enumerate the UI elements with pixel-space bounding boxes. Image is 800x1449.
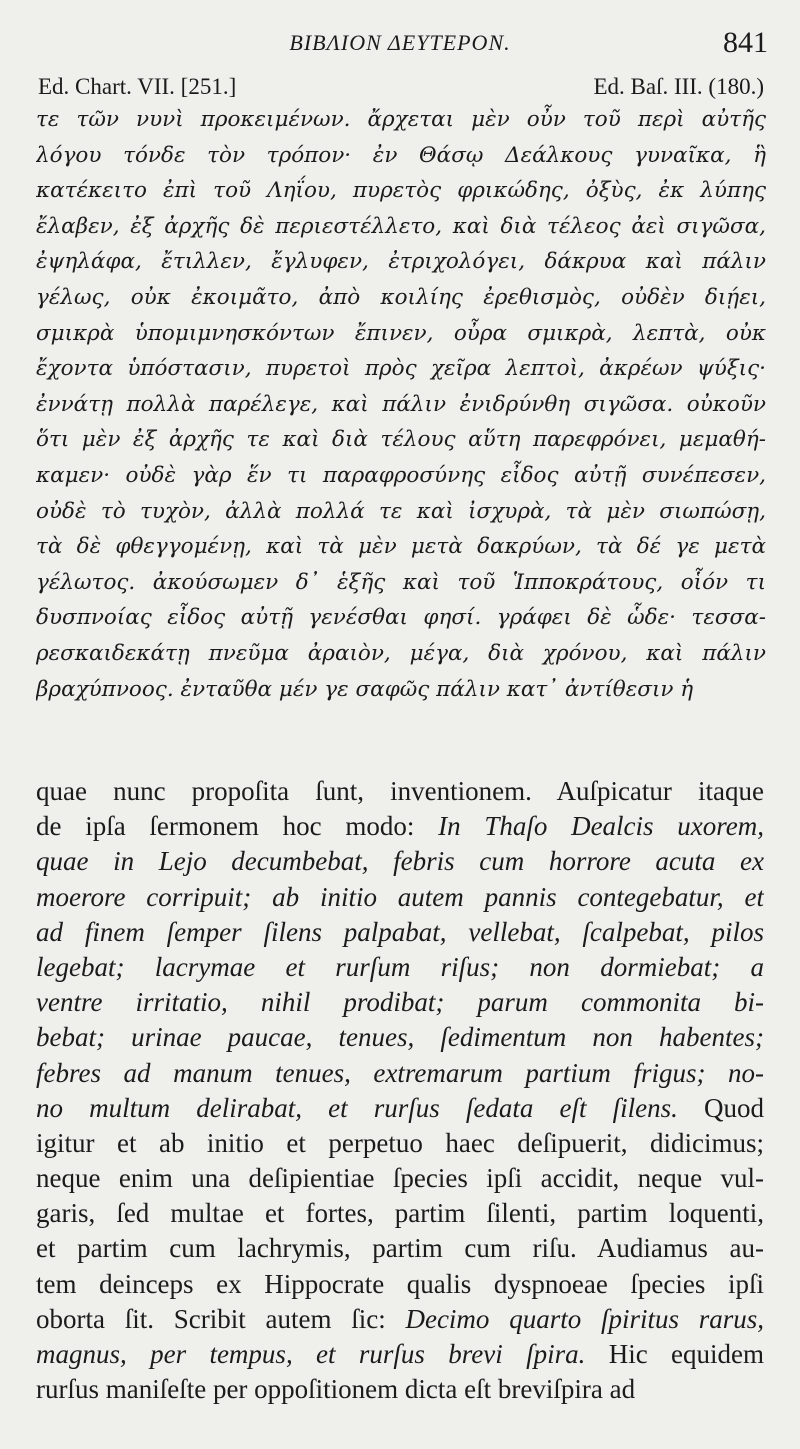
running-head: [0, 26, 800, 66]
latin-text-line: [36, 985, 764, 1020]
latin-text-line: [36, 844, 764, 879]
greek-text-line: ἐννάτῃ πολλὰ παρέλεγε, καὶ πάλιν ἐνιδρύνθη σιγῶσα. οὐκοῦν: [36, 391, 766, 417]
greek-text-line: σμικρὰ ὑπομιμνησκόντων ἔπινεν, οὖρα σμικρὰ, λεπτὰ, οὐκ: [36, 320, 766, 346]
text-segment: et partim cum lachrymis, partim cum riſu. Audiamus au-: [36, 1233, 764, 1264]
greek-text-line: ρεσκαιδεκάτῃ πνεῦμα ἀραιὸν, μέγα, διὰ χρόνου, καὶ πάλιν: [36, 640, 766, 666]
greek-text-line: τὰ δὲ φθεγγομένῃ, καὶ τὰ μὲν μετὰ δακρύων, τὰ δέ γε μετὰ: [36, 534, 766, 560]
text-segment: Quod: [677, 1092, 764, 1123]
greek-text-line: ἐψηλάφα, ἔτιλλεν, ἔγλυφεν, ἐτριχολόγει, δάκρυα καὶ πάλιν: [36, 249, 766, 275]
greek-text-line: λόγου τόνδε τὸν τρόπον· ἐν Θάσῳ Δεάλκους γυναῖκα, ἣ: [36, 142, 766, 168]
latin-text-line: [36, 1056, 764, 1091]
italic-quotation: moerore corripuit; ab initio autem pannis contegebatur, et: [36, 881, 764, 912]
text-segment: garis, ſed multae et fortes, partim ſilenti, partim loquenti,: [36, 1198, 764, 1229]
italic-quotation: magnus, per tempus, et rurſus brevi ſpira.: [36, 1339, 586, 1369]
latin-text-line: [36, 774, 764, 809]
latin-text-line: [36, 1196, 764, 1231]
greek-text-line: οὐδὲ τὸ τυχὸν, ἀλλὰ πολλά τε καὶ ἰσχυρὰ, τὰ μὲν σιωπώσῃ,: [36, 498, 766, 524]
greek-text-line: γέλωτος. ἀκούσωμεν δ᾽ ἑξῆς καὶ τοῦ Ἱπποκράτους, οἷόν τι: [36, 569, 766, 595]
text-segment: igitur et ab initio et perpetuo haec deſipuerit, didicimus;: [36, 1127, 764, 1158]
latin-text-line: [36, 950, 764, 985]
italic-quotation: Decimo quarto ſpiritus rarus,: [405, 1303, 764, 1334]
italic-quotation: bebat; urinae paucae, tenues, ſedimentum non habentes;: [36, 1022, 764, 1053]
latin-text-line: [36, 1020, 764, 1055]
greek-text-line: ἔλαβεν, ἐξ ἀρχῆς δὲ περιεστέλλετο, καὶ διὰ τέλεος ἀεὶ σιγῶσα,: [36, 213, 766, 239]
italic-quotation: no multum delirabat, et rurſus ſedata eſt ſilens.: [36, 1092, 678, 1123]
latin-text-line: [36, 1372, 764, 1407]
italic-quotation: quae in Lejo decumbebat, febris cum horrore acuta ex: [36, 846, 764, 877]
text-segment: tem deinceps ex Hippocrate qualis dyspnoeae ſpecies ipſi: [36, 1268, 764, 1299]
running-title: ΒΙΒΛΙΟΝ ΔΕΥΤΕΡΟΝ.: [289, 30, 511, 55]
latin-text-line: [36, 1161, 764, 1196]
edition-chartier-ref: Ed. Chart. VII. [251.]: [38, 74, 237, 99]
greek-text-line: ὅτι μὲν ἐξ ἀρχῆς τε καὶ διὰ τέλους αὕτη παρεφρόνει, μεμαθή-: [36, 427, 766, 453]
latin-text-line: [36, 1267, 764, 1302]
latin-text-block: [36, 774, 764, 1407]
latin-text-line: [36, 915, 764, 950]
greek-text-line: καμεν· οὐδὲ γὰρ ἕν τι παραφροσύνης εἶδος αὐτῇ συνέπεσεν,: [36, 462, 766, 488]
latin-text-line: [36, 1231, 764, 1266]
italic-quotation: ventre irritatio, nihil prodibat; parum commonita bi-: [36, 987, 764, 1018]
latin-text-line: [36, 1091, 764, 1126]
edition-basel-ref: Ed. Baſ. III. (180.): [593, 74, 764, 99]
latin-text-line: [36, 809, 764, 844]
greek-text-block: [36, 102, 766, 707]
text-segment: de ipſa ſermonem hoc modo:: [36, 811, 439, 842]
italic-quotation: legebat; lacrymae et rurſum riſus; non dormiebat; a: [36, 951, 764, 982]
latin-text-line: [36, 1302, 764, 1337]
text-segment: oborta ſit. Scribit autem ſic:: [36, 1303, 406, 1334]
text-segment: quae nunc propoſita ſunt, inventionem. Auſpicatur itaque: [36, 776, 764, 806]
latin-text-line: [36, 1126, 764, 1161]
italic-quotation: febres ad manum tenues, extremarum partium frigus; no-: [36, 1057, 764, 1088]
text-segment: Hic equidem: [585, 1339, 764, 1369]
latin-text-line: [36, 1337, 764, 1372]
greek-text-line: τε τῶν νυνὶ προκειμένων. ἄρχεται μὲν οὖν τοῦ περὶ αὐτῆς: [36, 107, 766, 132]
latin-text-line: [36, 880, 764, 915]
italic-quotation: ad finem ſemper ſilens palpabat, vellebat, ſcalpebat, pilos: [36, 916, 764, 947]
greek-text-line: δυσπνοίας εἶδος αὐτῇ γενέσθαι φησί. γράφει δὲ ὧδε· τεσσα-: [36, 605, 766, 631]
text-segment: neque enim una deſipientiae ſpecies ipſi accidit, neque vul-: [36, 1163, 764, 1194]
greek-text-line: βραχύπνοος. ἐνταῦθα μέν γε σαφῶς πάλιν κατ᾽ ἀντίθεσιν ἡ: [36, 676, 694, 702]
greek-text-line: γέλως, οὐκ ἐκοιμᾶτο, ἀπὸ κοιλίης ἐρεθισμὸς, οὐδὲν διῄει,: [36, 284, 766, 310]
text-segment: rurſus maniſeſte per oppoſitionem dicta eſt breviſpira ad: [36, 1374, 636, 1405]
page-number: 841: [723, 26, 768, 59]
greek-text-line: κατέκειτο ἐπὶ τοῦ Ληΐου, πυρετὸς φρικώδης, ὀξὺς, ἐκ λύπης: [36, 178, 766, 204]
italic-quotation: In Thaſo Dealcis uxorem,: [438, 811, 764, 842]
edition-references: [38, 74, 764, 104]
greek-text-line: ἔχοντα ὑπόστασιν, πυρετοὶ πρὸς χεῖρα λεπτοὶ, ἀκρέων ψύξις·: [36, 356, 766, 382]
